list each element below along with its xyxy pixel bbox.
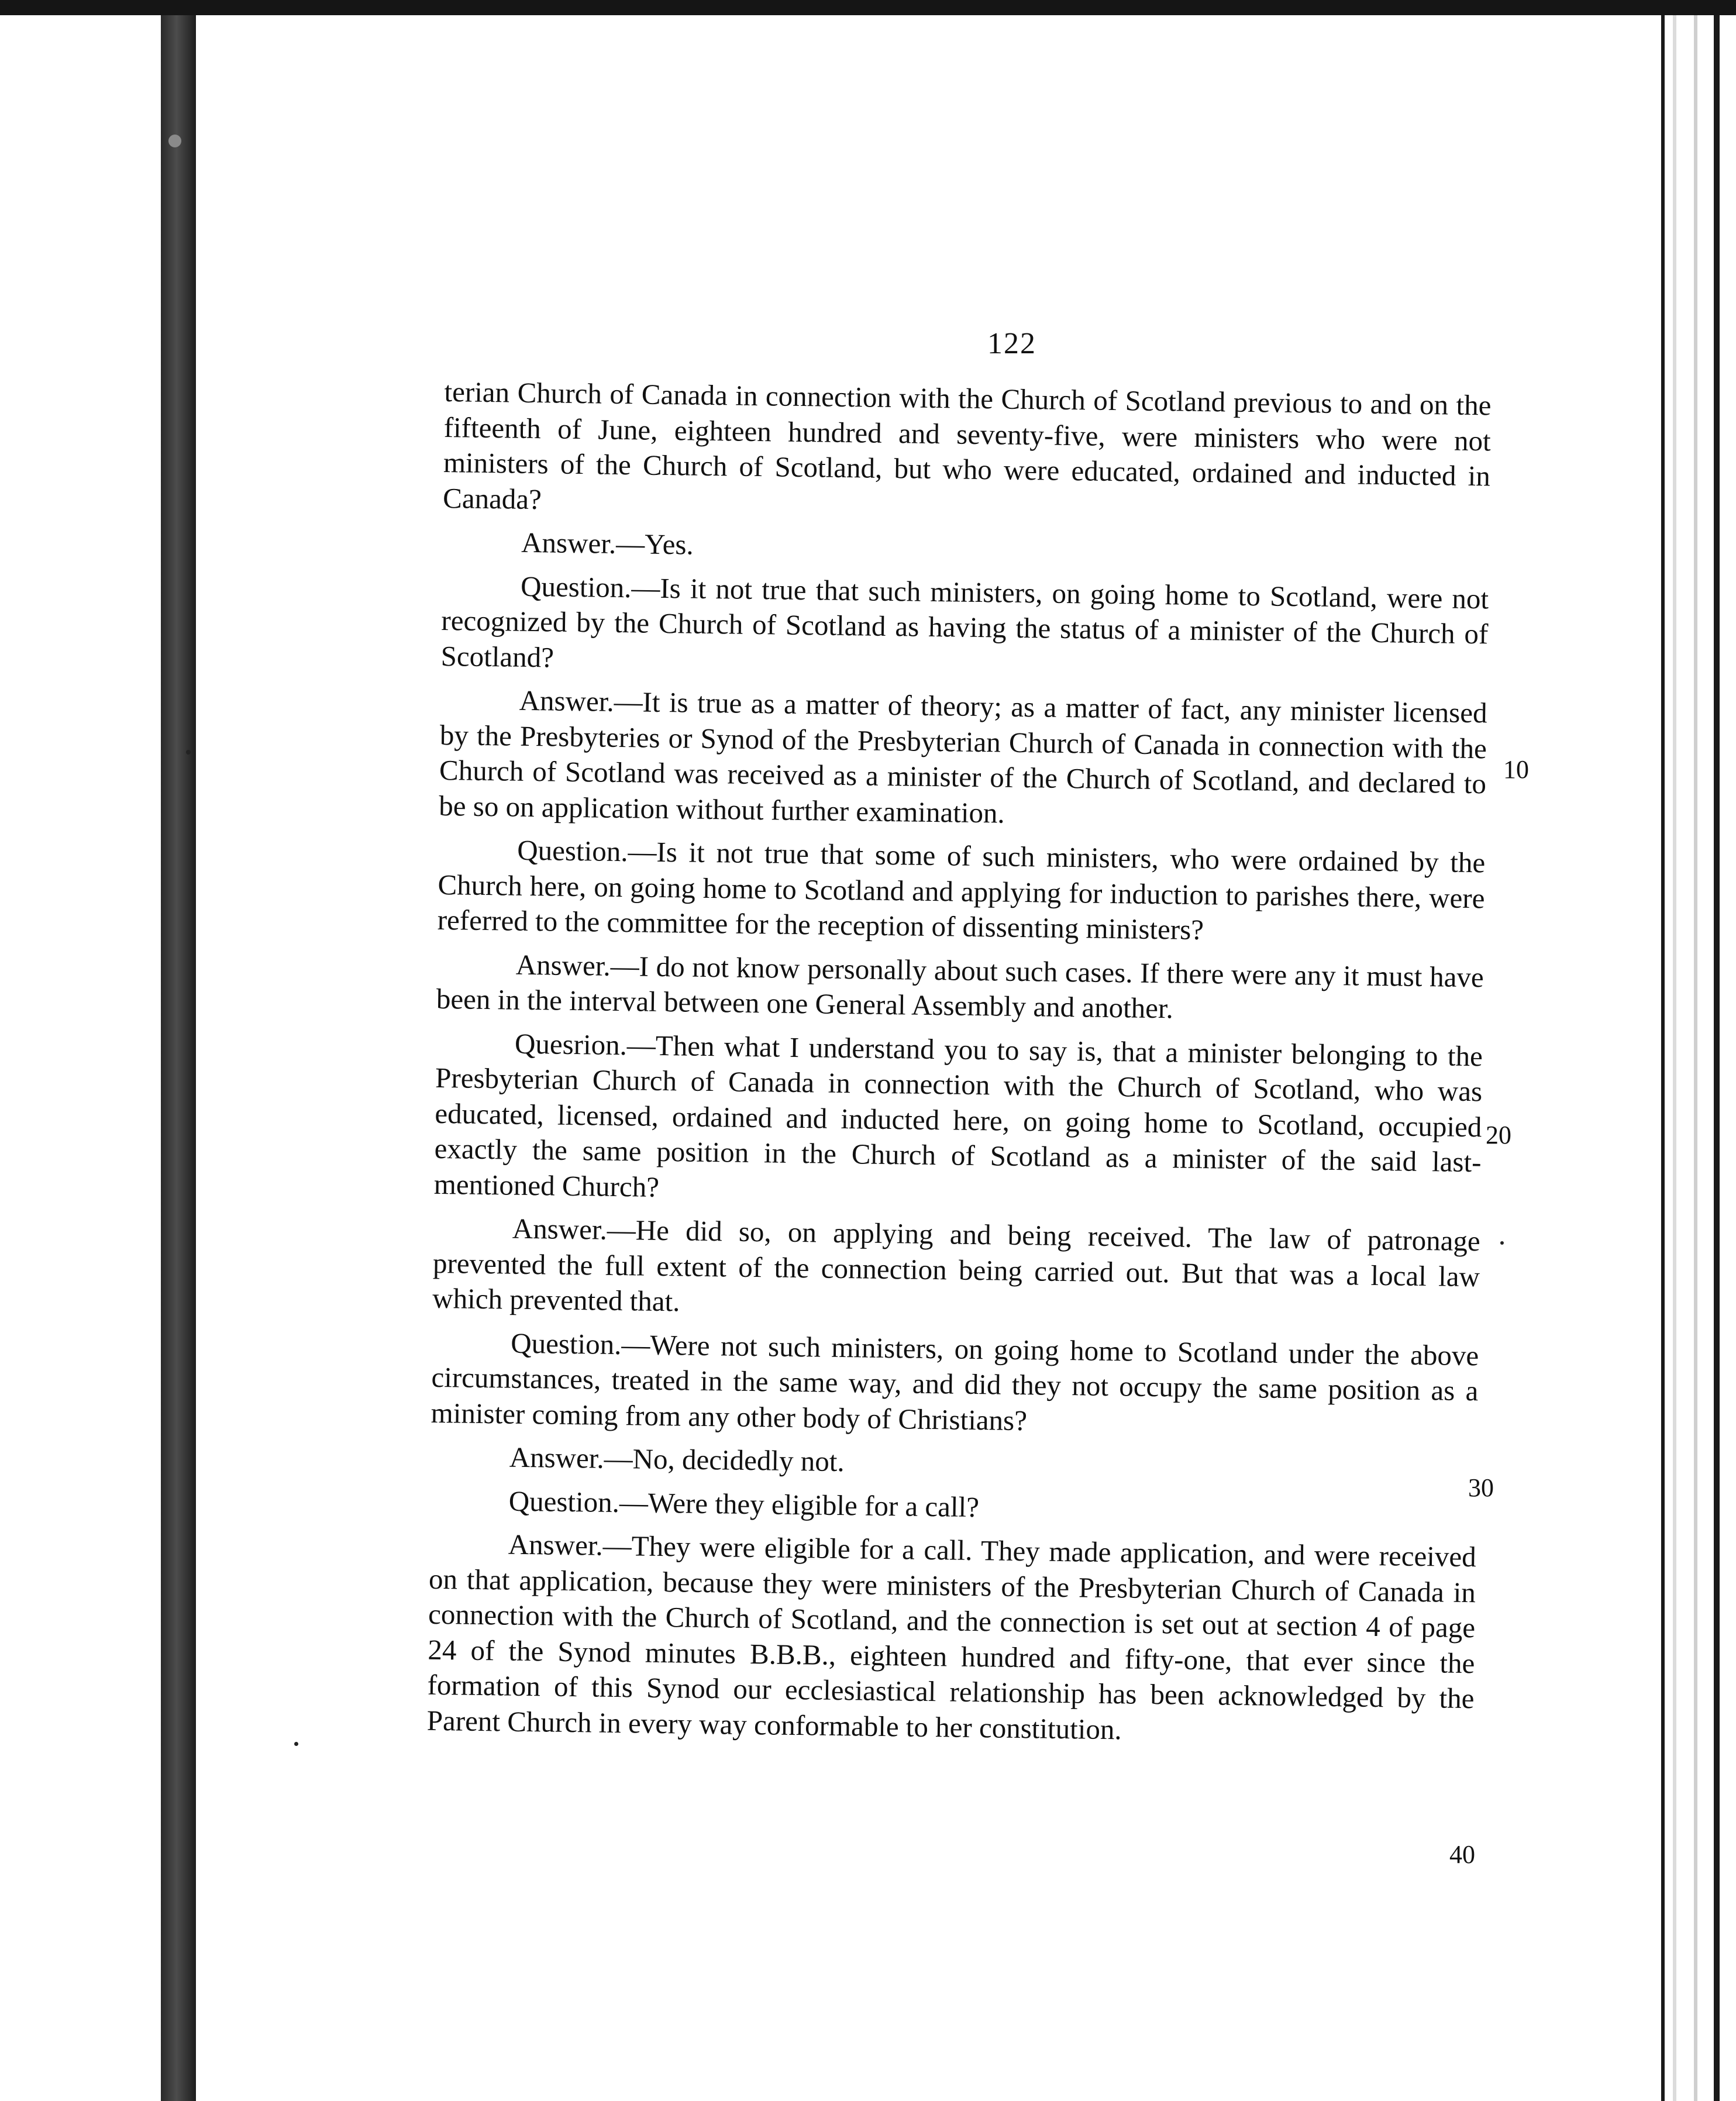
paragraph: Answer.—They were eligible for a call. They made application, and were received on that application, because they were ministers of the Presbyterian Church of Canada in connection with the Church of Scotland, and the connection is set out at section 4 of page 24 of the Synod minutes B.B.B., eighteen hundred and fifty-one, that ever since the formation of this Synod our ecclesiastical relationship has been acknowledged by the Parent Church in every way conformable to her constitution. — [426, 1528, 1477, 1745]
paragraph: Answer.—He did so, on applying and being received. The law of patronage prevented the full extent of the connection being carried out. But that was a local law which prevented that. — [432, 1212, 1481, 1318]
line-number: 40 — [1449, 1840, 1475, 1869]
page-number: 122 — [987, 327, 1036, 360]
paragraph: terian Church of Canada in connection with the Church of Scotland previous to and on the fifteenth of June, eighteen hundred and seventy-five, were ministers who were not ministers of the Church of Scotland, but who were educated, ordained and inducted in Canada? — [442, 375, 1492, 515]
paragraph: Answer.—I do not know personally about such cases. If there were any it must have been in the interval between one General Assembly and another. — [436, 948, 1484, 1025]
facing-page — [0, 15, 161, 2101]
paragraph: Answer.—Yes. — [521, 526, 694, 561]
scan-border-top — [0, 0, 1736, 15]
paragraph: Question.—Were they eligible for a call? — [508, 1485, 980, 1523]
paragraph: Question.—Is it not true that some of such ministers, who were ordained by the Church here, on going home to Scotland and applying for induction to parishes there, were referred to the committee for the reception of dissenting ministers? — [437, 833, 1486, 946]
document-body — [426, 374, 1492, 1760]
line-number: 10 — [1503, 755, 1529, 784]
paragraph: Question.—Were not such ministers, on going home to Scotland under the above circumstances, treated in the same way, and did they not occupy the same position as a minister coming from any other body of Christians? — [430, 1327, 1479, 1437]
paragraph: Quesrion.—Then what I understand you to say is, that a minister belonging to the Presbyterian Church of Canada in connection with the Church of Scotland, who was educated, licensed, ordained and inducted here, on going home to Scotland, occupied exactly the same position in the Church of Scotland as a minister of the said last-mentioned Church? — [433, 1027, 1483, 1203]
paragraph: Question.—Is it not true that such ministers, on going home to Scotland, were not recognized by the Church of Scotland as having the status of a minister of the Church of Scotland? — [440, 570, 1489, 673]
scan-speck — [1500, 1241, 1504, 1245]
scan-speck — [186, 750, 191, 755]
line-number: 30 — [1468, 1473, 1494, 1502]
binding-hole — [168, 135, 181, 147]
line-number: 20 — [1486, 1121, 1511, 1149]
book-binding — [161, 15, 196, 2101]
paragraph: Answer.—No, decidedly not. — [509, 1441, 845, 1478]
page-edge — [1661, 15, 1736, 2101]
paragraph: Answer.—It is true as a matter of theory; as a matter of fact, any minister licensed by the Presbyteries or Synod of the Presbyterian Church of Canada in connection with the Church of Scotland was received as a minister of the Church of Scotland, and declared to be so on application without further examination. — [438, 684, 1487, 829]
scan-speck — [294, 1742, 298, 1746]
